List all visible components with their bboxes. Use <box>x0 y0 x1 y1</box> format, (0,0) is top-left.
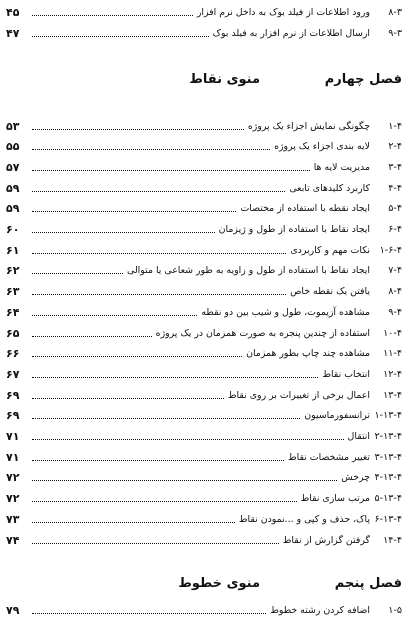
entry-page: ۴۷ <box>6 26 20 40</box>
dot-leader <box>32 356 242 357</box>
entry-number: ۵-۴ <box>388 203 402 215</box>
entry-page: ۷۳ <box>6 512 20 526</box>
entry-title: ترانسفورماسیون <box>304 410 370 422</box>
dot-leader <box>32 232 215 233</box>
dot-leader <box>32 170 310 171</box>
toc-entry <box>6 117 402 135</box>
toc-entry <box>6 386 402 404</box>
dot-leader <box>32 377 318 378</box>
entry-number: ۱۴-۴ <box>383 534 402 546</box>
entry-page: ۷۲ <box>6 492 20 506</box>
toc-entry <box>6 262 402 280</box>
entry-title: یافتن یک نقطه خاص <box>290 286 370 298</box>
entry-title: اضافه کردن رشته خطوط <box>270 604 370 616</box>
dot-leader <box>32 418 300 419</box>
chapter-title: فصل چهارم <box>324 72 402 87</box>
entry-page: ۶۹ <box>6 388 20 402</box>
entry-number: ۳-۴ <box>388 161 402 173</box>
toc-entry <box>6 283 402 301</box>
entry-number: ۱۱-۴ <box>383 348 402 360</box>
toc-entry <box>6 324 402 342</box>
entry-number: ۹-۳ <box>388 27 402 39</box>
toc-entry <box>6 200 402 218</box>
entry-number: ۹-۴ <box>388 306 402 318</box>
toc-entry <box>6 365 402 383</box>
entry-title: گرفتن گزارش از نقاط <box>282 534 370 546</box>
chapter-subtitle: منوی خطوط <box>178 576 260 591</box>
entry-page: ۵۹ <box>6 181 20 195</box>
chapter-heading <box>0 72 410 94</box>
entry-number: ۶-۱۳-۴ <box>374 513 402 525</box>
entry-page: ۵۷ <box>6 160 20 174</box>
entry-title: انتخاب نقاط <box>322 368 370 380</box>
entry-title: انتقال <box>347 431 370 442</box>
dot-leader <box>32 315 197 316</box>
entry-number: ۲-۱۳-۴ <box>374 431 402 442</box>
dot-leader <box>32 149 270 150</box>
entry-page: ۵۳ <box>6 119 20 133</box>
entry-page: ۶۳ <box>6 285 20 299</box>
toc-entry <box>6 24 402 42</box>
entry-page: ۶۰ <box>6 223 20 236</box>
entry-title: تغییر مشخصات نقاط <box>287 451 370 463</box>
toc-entry <box>6 303 402 321</box>
entry-number: ۱-۶-۴ <box>379 244 402 256</box>
entry-number: ۱-۱۳-۴ <box>374 410 402 422</box>
entry-page: ۷۹ <box>6 603 20 617</box>
entry-title: ایجاد نقاط با استفاده از طول و زاویه به طور شعاعی یا متوالی <box>127 265 370 277</box>
dot-leader <box>32 460 284 461</box>
entry-number: ۳-۱۳-۴ <box>374 451 402 463</box>
entry-page: ۷۱ <box>6 430 20 443</box>
entry-number: ۴-۴ <box>388 182 402 194</box>
toc-entry <box>6 448 402 466</box>
toc-entry <box>6 158 402 176</box>
dot-leader <box>32 129 244 130</box>
entry-page: ۶۹ <box>6 409 20 423</box>
toc-entry <box>6 407 402 425</box>
dot-leader <box>32 191 285 192</box>
toc-entry <box>6 345 402 363</box>
entry-page: ۷۱ <box>6 450 20 464</box>
dot-leader <box>32 15 193 16</box>
entry-title: مشاهده چند چاپ بطور همزمان <box>246 348 370 360</box>
entry-number: ۶-۴ <box>388 224 402 235</box>
dot-leader <box>32 294 286 295</box>
dot-leader <box>32 336 152 337</box>
dot-leader <box>32 522 235 523</box>
toc-entry <box>6 138 402 156</box>
dot-leader <box>32 501 297 502</box>
entry-number: ۸-۴ <box>388 286 402 298</box>
entry-number: ۷-۴ <box>388 265 402 277</box>
entry-title: مدیریت لایه ها <box>313 161 370 173</box>
entry-title: ایجاد نقاط با استفاده از طول و ژیزمان <box>218 224 370 235</box>
toc-entry <box>6 531 402 549</box>
toc-entry <box>6 428 402 446</box>
entry-title: اعمال برخی از تغییرات بر روی نقاط <box>227 389 370 401</box>
toc-entry <box>6 469 402 487</box>
entry-title: لایه بندی اجزاء یک پروژه <box>274 141 370 153</box>
entry-page: ۴۵ <box>6 5 20 19</box>
dot-leader <box>32 253 286 254</box>
dot-leader <box>32 211 236 212</box>
entry-number: ۴-۱۳-۴ <box>374 472 402 484</box>
entry-number: ۱۰-۴ <box>383 327 402 339</box>
entry-number: ۱-۵ <box>388 604 402 616</box>
entry-title: مرتب سازی نقاط <box>300 493 370 505</box>
dot-leader <box>32 543 279 544</box>
toc-entry <box>6 490 402 508</box>
entry-title: استفاده از چندین پنجره به صورت همزمان در یک پروژه <box>155 327 370 339</box>
toc-entry <box>6 241 402 259</box>
entry-title: کاربرد کلیدهای تابعی <box>289 182 370 194</box>
chapter-heading <box>0 576 410 598</box>
dot-leader <box>32 36 209 37</box>
entry-title: ارسال اطلاعات از نرم افزار به فیلد بوک <box>212 27 370 39</box>
entry-number: ۵-۱۳-۴ <box>374 493 402 505</box>
entry-number: ۱۲-۴ <box>383 368 402 380</box>
entry-page: ۶۲ <box>6 264 20 278</box>
entry-page: ۶۶ <box>6 347 20 361</box>
toc-entry <box>6 221 402 239</box>
entry-page: ۵۵ <box>6 140 20 154</box>
dot-leader <box>32 398 224 399</box>
entry-page: ۷۴ <box>6 533 20 547</box>
entry-number: ۱-۴ <box>388 120 402 132</box>
entry-title: ایجاد نقطه با استفاده از مختصات <box>240 203 370 215</box>
chapter-subtitle: منوی نقاط <box>189 72 260 87</box>
entry-number: ۱۳-۴ <box>383 389 402 401</box>
dot-leader <box>32 480 337 481</box>
entry-title: ورود اطلاعات از فیلد بوک به داخل نرم افزار <box>196 6 370 18</box>
toc-entry <box>6 3 402 21</box>
entry-title: چرخش <box>341 472 370 484</box>
entry-title: پاک، حذف و کپی و ...نمودن نقاط <box>238 513 370 525</box>
entry-page: ۶۷ <box>6 367 20 381</box>
entry-title: چگونگی نمایش اجزاء یک پروژه <box>247 120 370 132</box>
entry-page: ۶۱ <box>6 243 20 257</box>
entry-page: ۶۵ <box>6 326 20 340</box>
dot-leader <box>32 439 344 440</box>
entry-number: ۸-۳ <box>388 6 402 18</box>
toc-entry <box>6 179 402 197</box>
entry-page: ۷۲ <box>6 471 20 485</box>
dot-leader <box>32 273 123 274</box>
toc-entry <box>6 601 402 619</box>
entry-page: ۵۹ <box>6 202 20 216</box>
entry-title: نکات مهم و کاربردی <box>290 244 370 256</box>
entry-title: مشاهده آزیموت، طول و شیب بین دو نقطه <box>201 306 370 318</box>
toc-entry <box>6 510 402 528</box>
entry-page: ۶۴ <box>6 305 20 319</box>
dot-leader <box>32 613 266 614</box>
chapter-title: فصل پنجم <box>334 576 402 591</box>
entry-number: ۲-۴ <box>388 141 402 153</box>
